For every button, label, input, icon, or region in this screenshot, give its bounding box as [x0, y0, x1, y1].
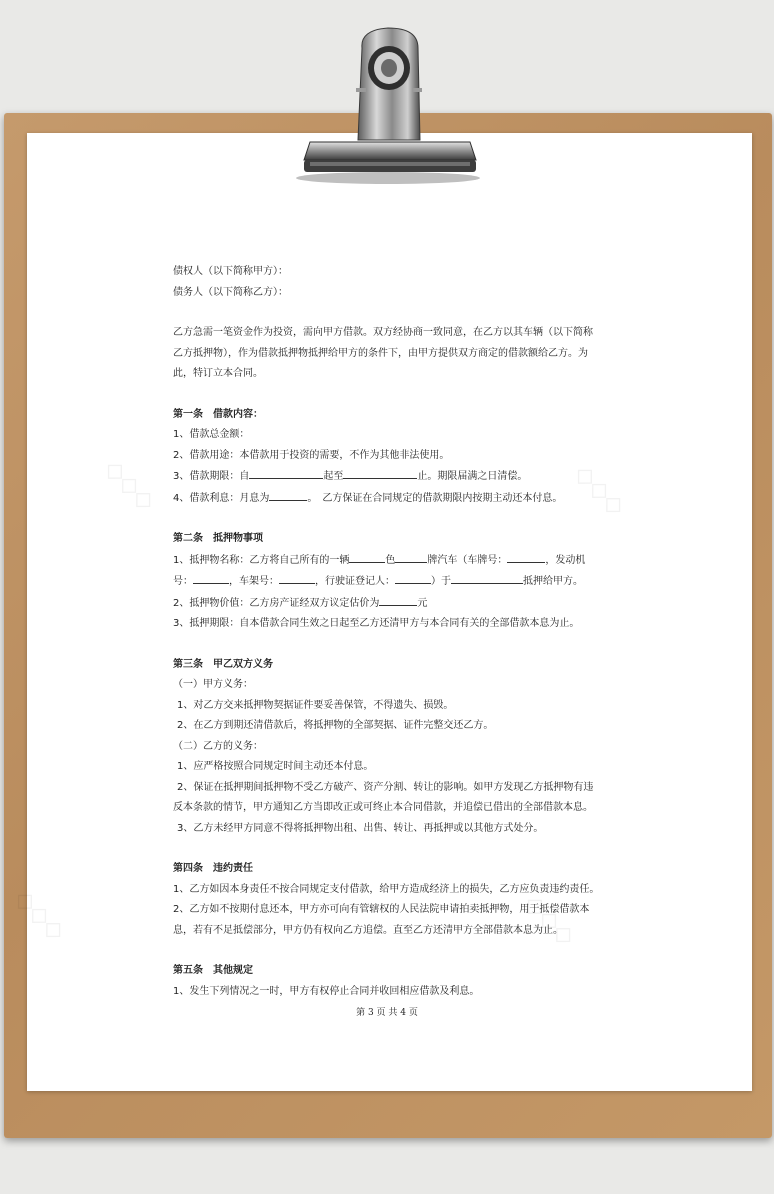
- clause-line: 1、借款总金额：: [173, 429, 250, 440]
- clause-line: 2、乙方如不按期付息还本，甲方亦可向有管辖权的人民法院申请拍卖抵押物，用于抵偿借款本: [173, 904, 590, 915]
- clause-line: （二）乙方的义务：: [173, 740, 263, 752]
- clause-line: 1、发生下列情况之一时，甲方有权停止合同并收回相应借款及利息。: [173, 985, 480, 997]
- watermark: ◇◇◇: [568, 458, 632, 522]
- binder-clip-icon: [0, 0, 774, 190]
- clause-line: 息，若有不足抵偿部分，甲方仍有权向乙方追偿。直至乙方还清甲方全部借款本息为止。: [173, 924, 563, 936]
- watermark: ◇◇◇: [518, 888, 582, 952]
- clause-line: 2、抵押物价值：乙方房产证经双方议定估价为 元: [173, 593, 633, 615]
- clause-line: 1、对乙方交来抵押物契据证件要妥善保管，不得遗失、损毁。: [177, 699, 454, 711]
- clause-line: 反本条款的情节，甲方通知乙方当即改正或可终止本合同借款，并追偿已借出的全部借款本息。: [173, 802, 593, 813]
- blank-field: [451, 571, 523, 584]
- article-5-title: 第五条 其他规定: [173, 965, 253, 976]
- intro-line: 乙方急需一笔资金作为投资，需向甲方借款。双方经协商一致同意，在乙方以其车辆（以下简称: [173, 327, 593, 338]
- clause-line: 3、借款期限：自 起至 止。期限届满之日清偿。: [173, 466, 633, 488]
- clause-line: 1、应严格按照合同规定时间主动还本付息。: [177, 761, 374, 772]
- article-4-title: 第四条 违约责任: [173, 863, 253, 874]
- blank-field: [193, 571, 229, 584]
- article-2-title: 第二条 抵押物事项: [173, 533, 263, 544]
- clause-line: （一）甲方义务：: [173, 679, 253, 690]
- clause-line: 号： ，车架号： ，行驶证登记人： ）于 抵押给甲方。: [173, 571, 633, 593]
- blank-field: [395, 550, 427, 563]
- article-1-title: 第一条 借款内容：: [173, 408, 263, 420]
- contract-body: [173, 262, 633, 1002]
- clause-line: 1、乙方如因本身责任不按合同规定支付借款，给甲方造成经济上的损失，乙方应负责违约责任。: [173, 883, 600, 895]
- blank-field: [395, 571, 431, 584]
- page-number: 第 3 页 共 4 页: [356, 1008, 418, 1018]
- intro-line: 乙方抵押物），作为借款抵押物抵押给甲方的条件下，由甲方提供双方商定的借款额给乙方。为: [173, 347, 588, 359]
- clause-line: 2、借款用途：本借款用于投资的需要，不作为其他非法使用。: [173, 449, 450, 461]
- watermark: ◇◇◇: [8, 883, 72, 947]
- blank-field: [507, 550, 545, 563]
- clause-line: 3、乙方未经甲方同意不得将抵押物出租、出售、转让、再抵押或以其他方式处分。: [177, 822, 544, 834]
- clause-line: 3、抵押期限：自本借款合同生效之日起至乙方还清甲方与本合同有关的全部借款本息为止。: [173, 618, 580, 629]
- clause-line: 1、抵押物名称：乙方将自己所有的一辆 色 牌汽车（车牌号： ，发动机: [173, 550, 633, 572]
- clause-line: 4、借款利息：月息为 。 乙方保证在合同规定的借款期限内按期主动还本付息。: [173, 488, 633, 510]
- clause-line: 2、在乙方到期还清借款后，将抵押物的全部契据、证件完整交还乙方。: [177, 720, 494, 731]
- blank-field: [343, 466, 417, 479]
- blank-field: [349, 550, 385, 563]
- blank-field: [379, 593, 417, 606]
- watermark: ◇◇◇: [98, 453, 162, 517]
- clause-line: 2、保证在抵押期间抵押物不受乙方破产、资产分割、转让的影响。如甲方发现乙方抵押物有违: [177, 781, 594, 793]
- creditor-line: 债权人（以下简称甲方）：: [173, 266, 288, 277]
- article-3-title: 第三条 甲乙双方义务: [173, 658, 273, 670]
- intro-line: 此，特订立本合同。: [173, 368, 263, 379]
- blank-field: [249, 466, 323, 479]
- blank-field: [279, 571, 315, 584]
- blank-field: [269, 488, 307, 501]
- debtor-line: 债务人（以下简称乙方）：: [173, 286, 288, 298]
